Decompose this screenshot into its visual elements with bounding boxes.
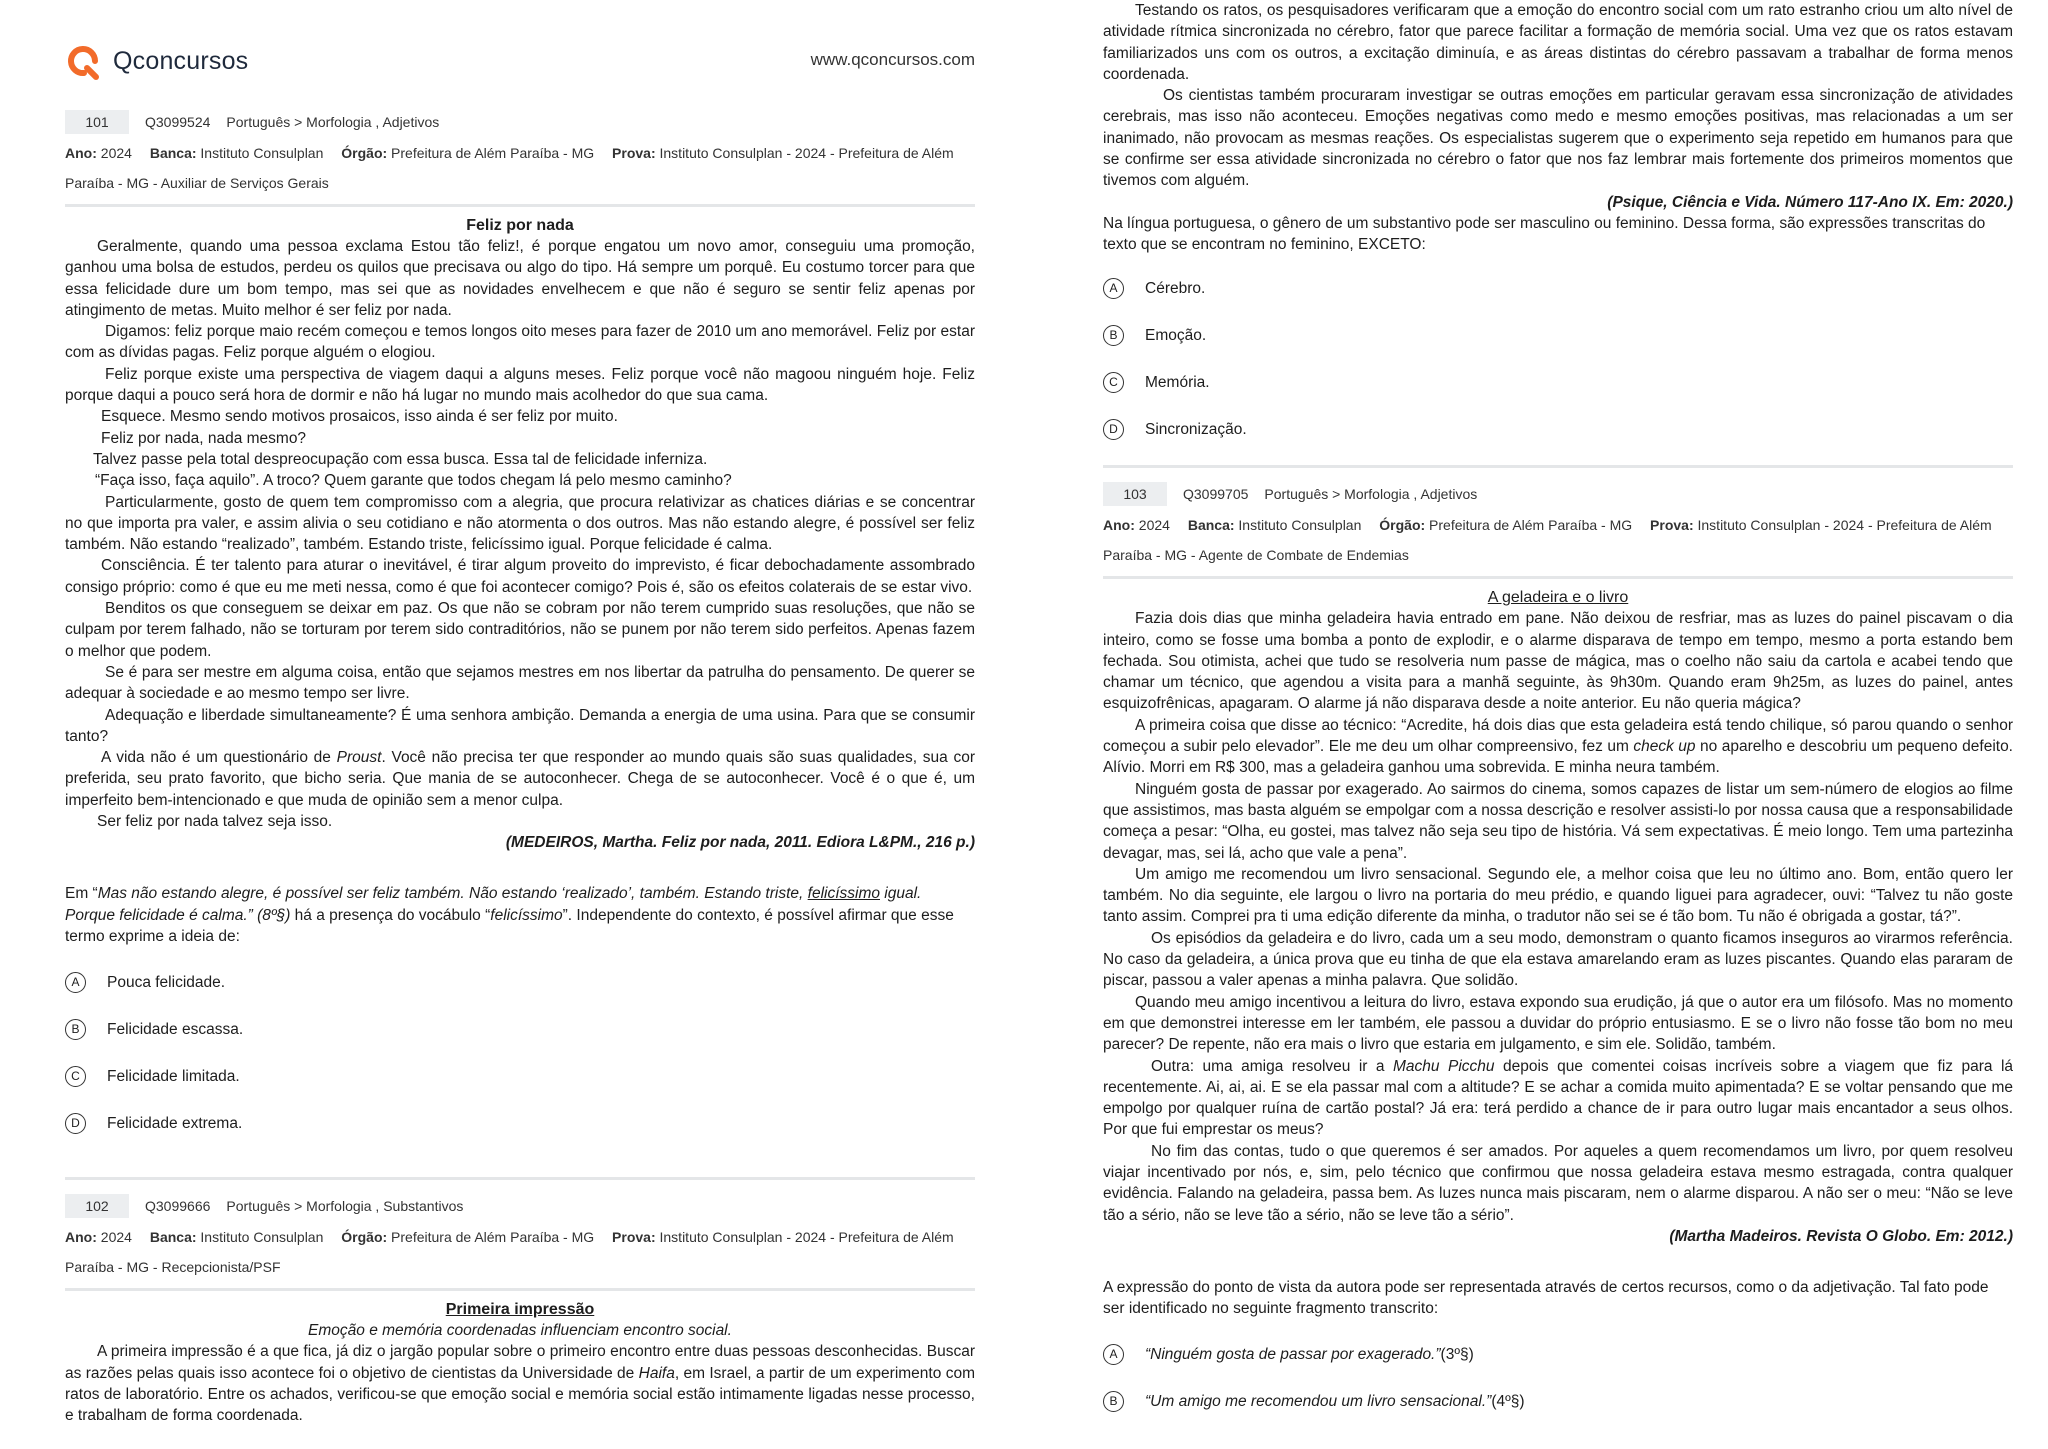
paragraph: A primeira coisa que disse ao técnico: “Acredite, há dois dias que esta geladeira está tendo chilique, só parou quando o senhor começou a subir pelo elevador”. Ele me deu um olhar compreensivo, fez um check up no aparelho e descobriu um pequeno defeito. Alívio. Morri em R$ 300, mas a geladeira ganhou uma sobrevida. E minha neura também. — [1103, 716, 2013, 777]
paragraph: Geralmente, quando uma pessoa exclama Estou tão feliz!, é porque engatou um novo amor, conseguiu uma promoção, ganhou uma bolsa de estudos, perdeu os quilos que precisava ou algo do tipo. Há sempre um porquê. Eu costumo torcer para que essa felicidade dure um bom tempo, mas sei que as novidades envelhecem e que não é seguro se sentir feliz apenas por atingimento de metas. Muito melhor é ser feliz por nada. — [65, 238, 975, 319]
paragraph: Benditos os que conseguem se deixar em paz. Os que não se cobram por não terem cumprido suas resoluções, que não se culpam por terem falhado, não se torturam por terem sido contraditórios, não se punem por não terem sido perfeitos. Apenas fazem o melhor que podem. — [65, 600, 975, 660]
option-letter: A — [65, 972, 86, 993]
paragraph: Os cientistas também procuraram investigar se outras emoções em particular geravam essa sincronização de atividades cerebrais, mas isso não aconteceu. Emoções negativas como medo e mesmo emoções positivas, mas relacionadas a um ser inanimado, não provocam as mesmas reações. Os especialistas sugerem que o experimento seja repetido em humanos para que se confirme ser essa atividade sincronizada no cérebro o fator que nos faz lembrar mais fortemente dos primeiros momentos que tivemos com alguém. — [1103, 87, 2013, 190]
paragraph: Esquece. Mesmo sendo motivos prosaicos, isso ainda é ser feliz por muito. — [101, 408, 618, 426]
question-category: Português > Morfologia , Adjetivos — [226, 114, 440, 130]
question-meta: Ano: 2024 Banca: Instituto Consulplan Órgão: Prefeitura de Além Paraíba - MG Prova: Instituto Consulplan - 2024 - Prefeitura de Além Paraíba - MG - Recepcionista/PSF — [65, 1229, 954, 1276]
question-category: Português > Morfologia , Adjetivos — [1264, 486, 1478, 503]
option-b[interactable]: B Emoção. — [1103, 312, 2013, 359]
question-101-text — [65, 215, 975, 853]
question-101-header — [65, 110, 975, 198]
option-a[interactable]: A “Ninguém gosta de passar por exagerado.” (3º§) — [1103, 1331, 2013, 1378]
question-102-text-cont — [1103, 0, 2013, 213]
option-letter: C — [65, 1066, 86, 1087]
left-column — [65, 0, 975, 1426]
question-103-text — [1103, 587, 2013, 1247]
divider — [65, 1288, 975, 1291]
paragraph: Ser feliz por nada talvez seja isso. — [97, 813, 333, 831]
question-category: Português > Morfologia , Substantivos — [226, 1198, 464, 1215]
paragraph: A primeira impressão é a que fica, já diz o jargão popular sobre o primeiro encontro entre duas pessoas desconhecidas. Buscar as razões pelas quais isso acontece foi o objetivo de cientistas da Universidade de Haifa, em Israel, a partir de um experimento com ratos de laboratório. Entre os achados, verificou-se que emoção social e memória social estão intimamente ligadas nesse processo, e trabalham de forma coordenada. — [65, 1343, 975, 1425]
option-letter: D — [1103, 419, 1124, 440]
site-url[interactable]: www.qconcursos.com — [810, 50, 975, 69]
option-b[interactable]: B “Um amigo me recomendou um livro sensacional.” (4º§) — [1103, 1378, 2013, 1425]
question-id[interactable]: Q3099666 — [145, 1198, 211, 1215]
paragraph: Outra: uma amiga resolveu ir a Machu Picchu depois que comentei coisas incríveis sobre a viagem que fiz para lá recentemente. Ai, ai, ai. E se ela passar mal com a altitude? E se achar a comida muito apimentada? E se voltar pensando que me empolgo por qualquer ruína de cartão postal? Já era: terá perdido a chance de ir para outro lugar mais encantador a seus olhos. Por que fui emprestar os meus? — [1103, 1057, 2014, 1139]
paragraph: Feliz por nada, nada mesmo? — [101, 429, 307, 447]
answer-options — [1103, 265, 2013, 453]
option-d[interactable]: D Felicidade extrema. — [65, 1100, 975, 1147]
divider — [65, 204, 975, 207]
right-column — [1103, 0, 2013, 1425]
option-c[interactable]: C Felicidade limitada. — [65, 1053, 975, 1100]
question-number: 101 — [65, 110, 129, 134]
option-d[interactable]: D Sincronização. — [1103, 406, 2013, 453]
option-letter: A — [1103, 1344, 1124, 1365]
option-b[interactable]: B Felicidade escassa. — [65, 1006, 975, 1053]
paragraph: Particularmente, gosto de quem tem compromisso com a alegria, que procura relativizar as chatices diárias e se concentrar no que importa pra valer, e assim alivia o seu cotidiano e não atormenta o dos outros. Mas não estando alegre, é possível ser feliz também. Não estando “realizado”, também. Estando triste, felicíssimo igual. Porque felicidade é calma. — [65, 493, 975, 554]
paragraph: Ninguém gosta de passar por exagerado. Ao sairmos do cinema, somos capazes de listar um sem-número de elogios ao filme que assistimos, mas basta alguém se empolgar com a nossa descrição e resolver assisti-lo por nossa causa que a responsabilidade começa a pesar: “Olha, eu gostei, mas talvez não seja seu tipo de história. Vá sem expectativas. É meio longo. Tem uma partezinha devagar, mas, sei lá, acho que vale a pena”. — [1103, 780, 2013, 862]
paragraph: Um amigo me recomendou um livro sensacional. Segundo ele, a melhor coisa que leu no último ano. Bom, então quero ler também. No dia seguinte, ele largou o livro na portaria do meu prédio, e quando liguei para agradecer, ouvi: “Talvez tu não goste tanto assim. Comprei pra ti uma edição diferente da minha, o tradutor não sei se é tão bom. Tu não é obrigada a gostar, tá?”. — [1103, 865, 2013, 926]
paragraph: A vida não é um questionário de Proust. Você não precisa ter que responder ao mundo quais são suas qualidades, sua cor preferida, seu prato favorito, que bicho seria. Que mania de se autoconhecer. Chega de se autoconhecer. Você é o que é, um imperfeito bem-intencionado e que muda de opinião sem a menor culpa. — [65, 749, 976, 809]
option-a[interactable]: A Pouca felicidade. — [65, 959, 975, 1006]
text-source: (MEDEIROS, Martha. Feliz por nada, 2011. Ediora L&PM., 216 p.) — [505, 834, 975, 852]
question-102-header — [65, 1194, 975, 1282]
paragraph: Digamos: feliz porque maio recém começou e temos longos oito meses para fazer de 2010 um ano memorável. Feliz por estar com as dívidas pagas. Feliz porque alguém o elogiou. — [65, 323, 975, 362]
question-meta: Ano: 2024 Banca: Instituto Consulplan Órgão: Prefeitura de Além Paraíba - MG Prova: Instituto Consulplan - 2024 - Prefeitura de Além Paraíba - MG - Agente de Combate de Endemias — [1103, 517, 1992, 564]
text-title: Feliz por nada — [466, 217, 574, 234]
text-subtitle: Emoção e memória coordenadas influenciam encontro social. — [308, 1322, 732, 1340]
paragraph: Fazia dois dias que minha geladeira havia entrado em pane. Não deixou de resfriar, mas as luzes do painel piscavam o dia inteiro, como se fosse uma bomba a ponto de explodir, e o alarme disparava de tempo em tempo, mesmo a porta estando bem fechada. Sou otimista, achei que tudo se resolveria num passe de mágica, mas o coelho não saiu da cartola e acabei tendo que chamar um técnico, que agendou a visita para a manhã seguinte, às 9h30m. Quando eram 9h25m, as luzes do painel, antes esquizofrênicas, apagaram. O alarme já não disparava desde a noite anterior. Eu não queria mágica? — [1103, 610, 2013, 713]
paragraph: Consciência. É ter talento para aturar o inevitável, é tirar algum proveito do imprevisto, é ficar debochadamente assombrado consigo próprio: como é que eu me meti nessa, como é que foi acontecer comigo? Pois é, são os efeitos colaterais de se estar vivo. — [65, 557, 975, 596]
option-letter: C — [1103, 372, 1124, 393]
text-source: (Martha Madeiros. Revista O Globo. Em: 2012.) — [1669, 1227, 2013, 1245]
text-title: A geladeira e o livro — [1487, 589, 1629, 607]
question-prompt: A expressão do ponto de vista da autora pode ser representada através de certos recursos, como o da adjetivação. Tal fato pode ser identificado no seguinte fragmento transcrito: — [1103, 1278, 1989, 1318]
paragraph: Adequação e liberdade simultaneamente? É uma senhora ambição. Demanda a energia de uma usina. Para que se consumir tanto? — [65, 706, 975, 745]
option-letter: B — [1103, 325, 1124, 346]
question-id[interactable]: Q3099524 — [145, 114, 211, 130]
question-meta: Ano: 2024 Banca: Instituto Consulplan Órgão: Prefeitura de Além Paraíba - MG Prova: Instituto Consulplan - 2024 - Prefeitura de Além Paraíba - MG - Auxiliar de Serviços Gerais — [65, 145, 954, 191]
question-prompt: Em “Mas não estando alegre, é possível ser feliz também. Não estando ‘realizado’, também. Estando triste, felicíssimo igual. Porque felicidade é calma.” (8º§) há a presença do vocábulo “felicíssimo”. Independente do contexto, é possível afirmar que esse termo exprime a ideia de: — [65, 885, 954, 945]
divider — [65, 1177, 975, 1180]
question-number: 103 — [1103, 482, 1167, 506]
option-letter: B — [65, 1019, 86, 1040]
question-number: 102 — [65, 1194, 129, 1218]
question-103-header — [1103, 482, 2013, 570]
question-id[interactable]: Q3099705 — [1183, 486, 1249, 503]
option-a[interactable]: A Cérebro. — [1103, 265, 2013, 312]
option-letter: A — [1103, 278, 1124, 299]
option-letter: D — [65, 1113, 86, 1134]
answer-options — [1103, 1331, 2013, 1425]
logo-text: Qconcursos — [113, 46, 249, 75]
paragraph: Quando meu amigo incentivou a leitura do livro, estava expondo sua erudição, já que o autor era um filósofo. Mas no momento em que demonstrei interesse em ler também, ele passou a duvidar do próprio entusiasmo. E se o livro não fosse tão bom no meu parecer? De repente, não era mais o livro que estaria em julgamento, e sim ele. Solidão, também. — [1103, 993, 2013, 1054]
paragraph: Feliz porque existe uma perspectiva de viagem daqui a alguns meses. Feliz porque você não magoou ninguém hoje. Feliz porque daqui a pouco será hora de dormir e não há lugar no mundo mais acolhedor do que sua cama. — [65, 365, 975, 405]
page-header — [65, 0, 975, 80]
option-c[interactable]: C Memória. — [1103, 359, 2013, 406]
qconcursos-logo[interactable] — [65, 42, 248, 80]
paragraph: Testando os ratos, os pesquisadores verificaram que a emoção do encontro social com um rato estranho criou um alto nível de atividade rítmica sincronizada no cérebro, fator que parece facilitar a formação de memória social. Uma vez que os ratos estavam familiarizados uns com os outros, a excitação diminuía, e as áreas distintas do cérebro passavam a trabalhar de forma menos coordenada. — [1103, 2, 2013, 83]
question-102-text-start — [65, 1299, 975, 1426]
paragraph: “Faça isso, faça aquilo”. A troco? Quem garante que todos chegam lá pelo mesmo caminho? — [95, 472, 732, 490]
option-letter: B — [1103, 1391, 1124, 1412]
paragraph: Talvez passe pela total despreocupação com essa busca. Essa tal de felicidade inferniza. — [93, 450, 708, 468]
paragraph: Os episódios da geladeira e do livro, cada um a seu modo, demonstram o quanto ficamos inseguros ao virarmos referência. No caso da geladeira, a única prova que eu tinha de que ela estava amarelando eram as luzes piscantes. Quando elas pararam de piscar, passou a valer apenas a minha palavra. Que solidão. — [1103, 929, 2013, 990]
divider — [1103, 465, 2013, 468]
divider — [1103, 576, 2013, 579]
qconcursos-logo-icon — [65, 42, 103, 80]
answer-options — [65, 959, 975, 1147]
paragraph: No fim das contas, tudo o que queremos é ser amados. Por aqueles a quem recomendamos um livro, por quem resolveu viajar incentivado por nós, e, sim, pelo técnico que confirmou que nossa geladeira estava mesmo estragada, contra qualquer evidência. Falando na geladeira, passa bem. As luzes nunca mais piscaram, nem o alarme disparou. A não ser o meu: “Não se leve tão a sério, não se leve tão a sério, não se leve tão a sério”. — [1103, 1142, 2013, 1224]
question-prompt: Na língua portuguesa, o gênero de um substantivo pode ser masculino ou feminino. Dessa forma, são expressões transcritas do texto que se encontram no feminino, EXCETO: — [1103, 214, 1986, 253]
text-source: (Psique, Ciência e Vida. Número 117-Ano IX. Em: 2020.) — [1607, 193, 2013, 211]
paragraph: Se é para ser mestre em alguma coisa, então que sejamos mestres em nos libertar da patrulha do pensamento. De querer se adequar à sociedade e ao mesmo tempo ser livre. — [65, 663, 975, 703]
text-title: Primeira impressão — [445, 1301, 595, 1319]
